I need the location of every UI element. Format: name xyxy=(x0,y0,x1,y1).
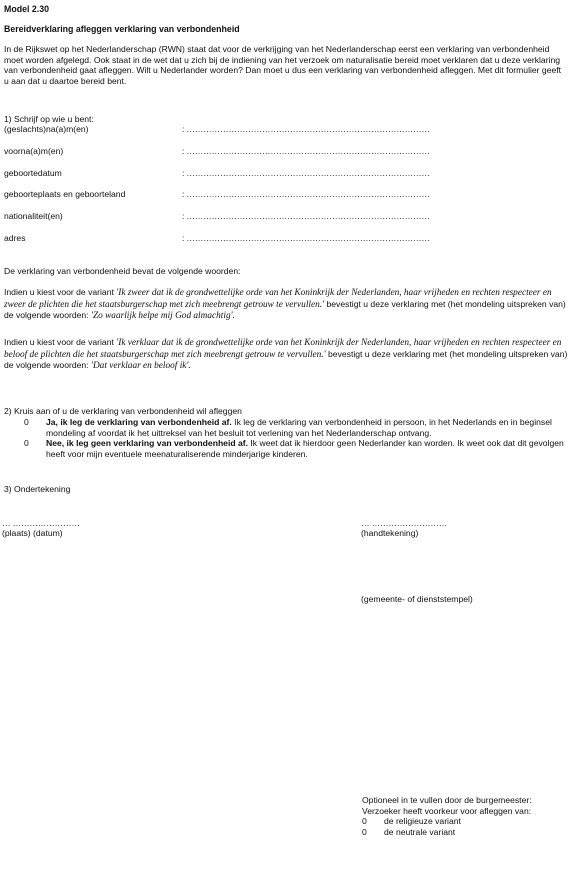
model-number: Model 2.30 xyxy=(4,4,49,14)
variant-mid: bevestigt u deze verklaring met (het mondeling uitspreken van) de volgende woorden: xyxy=(4,348,568,371)
field-row-nationality[interactable] xyxy=(4,211,490,222)
variant-lead: Indien u kiest voor de variant xyxy=(4,287,117,297)
option-no-body: Ik weet dat ik hierdoor geen Nederlander kan worden. Ik weet ook dat dit gevolgen heeft voor mijn eventuele meenaturaliserende minderjarige kinderen. xyxy=(46,438,564,459)
place-date-label: (plaats) (datum) xyxy=(2,528,63,538)
field-dots[interactable]: : …………………………………………………………………………… xyxy=(182,189,430,199)
option-yes-bold: Ja, ik leg de verklaring van verbondenheid af. xyxy=(46,417,232,427)
field-label: nationaliteit(en) xyxy=(4,211,63,221)
field-label: voorna(a)m(en) xyxy=(4,146,64,156)
place-date-dots[interactable]: … …………………… xyxy=(2,518,80,528)
variant-closing: 'Zo waarlijk helpe mij God almachtig'. xyxy=(90,311,235,322)
note-line2: Verzoeker heeft voorkeur voor afleggen van: xyxy=(362,805,532,816)
note-option-label: de neutrale variant xyxy=(384,827,456,838)
field-label: geboorteplaats en geboorteland xyxy=(4,189,126,199)
variant-mid: bevestigt u deze verklaring met (het mondeling uitspreken van) de volgende woorden: xyxy=(4,298,566,321)
field-dots[interactable]: : …………………………………………………………………………… xyxy=(182,124,430,134)
variant-closing: 'Dat verklaar en beloof ik'. xyxy=(90,361,191,372)
field-dots[interactable]: : …………………………………………………………………………… xyxy=(182,211,430,221)
checkbox-neutral[interactable]: 0 xyxy=(362,827,367,838)
note-option-religious[interactable] xyxy=(362,816,572,827)
signature-dots[interactable]: … ……………………… xyxy=(361,518,448,528)
section3-heading: 3) Ondertekening xyxy=(4,484,71,494)
oath-variant-neutral xyxy=(4,337,570,372)
variant-quote: 'Ik zweer dat ik de grondwettelijke orde van het Koninkrijk der Nederlanden, haar vrijheden en rechten respecteer en zweer de plichten die het staatsburgerschap met zich meebrengt getrouw te vervullen.' xyxy=(4,288,552,310)
field-label: adres xyxy=(4,233,26,243)
section1-heading: 1) Schrijf op wie u bent: xyxy=(4,114,94,124)
variant-lead: Indien u kiest voor de variant xyxy=(4,337,117,347)
option-yes[interactable] xyxy=(24,417,572,438)
note-option-label: de religieuze variant xyxy=(384,816,461,827)
field-dots[interactable]: : …………………………………………………………………………… xyxy=(182,168,430,178)
field-row-birthplace[interactable] xyxy=(4,189,490,200)
document-title: Bereidverklaring afleggen verklaring van verbondenheid xyxy=(4,24,240,34)
field-dots[interactable]: : …………………………………………………………………………… xyxy=(182,233,430,243)
field-row-surname[interactable] xyxy=(4,124,490,135)
oath-intro: De verklaring van verbondenheid bevat de volgende woorden: xyxy=(4,266,241,276)
option-no[interactable] xyxy=(24,438,572,459)
stamp-label: (gemeente- of dienststempel) xyxy=(361,594,473,604)
option-yes-text xyxy=(46,417,572,438)
checkbox-no[interactable]: 0 xyxy=(24,438,29,448)
variant-quote: 'Ik verklaar dat ik de grondwettelijke orde van het Koninkrijk der Nederlanden, haar vrijheden en rechten respecteer en beloof de plichten die het staatsburgerschap met zich meebrengt getrouw te vervullen.' xyxy=(4,338,562,360)
option-no-bold: Nee, ik leg geen verklaring van verbondenheid af. xyxy=(46,438,249,448)
checkbox-yes[interactable]: 0 xyxy=(24,417,29,427)
note-option-neutral[interactable] xyxy=(362,827,572,838)
field-dots[interactable]: : …………………………………………………………………………… xyxy=(182,146,430,156)
field-row-firstnames[interactable] xyxy=(4,146,490,157)
field-row-birthdate[interactable] xyxy=(4,168,490,179)
field-row-address[interactable] xyxy=(4,233,490,244)
checkbox-religious[interactable]: 0 xyxy=(362,816,367,827)
field-label: (geslachts)na(a)m(en) xyxy=(4,124,89,134)
note-line1: Optioneel in te vullen door de burgemeester: xyxy=(362,795,532,805)
option-yes-body: Ik leg de verklaring van verbondenheid in persoon, in het Nederlands en in beginsel mondeling af voordat ik het uittreksel van het besluit tot verlening van het Nederlanderschap ontvang. xyxy=(46,417,552,438)
mayor-note xyxy=(362,795,572,838)
section2-heading: 2) Kruis aan of u de verklaring van verbondenheid wil afleggen xyxy=(4,406,242,416)
oath-variant-religious xyxy=(4,287,570,322)
signature-label: (handtekening) xyxy=(361,528,419,538)
field-label: geboortedatum xyxy=(4,168,62,178)
intro-paragraph: In de Rijkswet op het Nederlanderschap (RWN) staat dat voor de verkrijging van het Nederlanderschap eerst een verklaring van verbondenheid moet worden afgelegd. Ook staat in de wet dat u zich bij de indiening van het verzoek om naturalisatie bereid moet verklaren dat u deze verklaring van verbondenheid gaat afleggen. Wilt u Nederlander worden? Dan moet u dus een verklaring van verbondenheid afleggen. Met dit formulier geeft u aan dat u daartoe bereid bent. xyxy=(4,44,562,86)
option-no-text xyxy=(46,438,572,459)
